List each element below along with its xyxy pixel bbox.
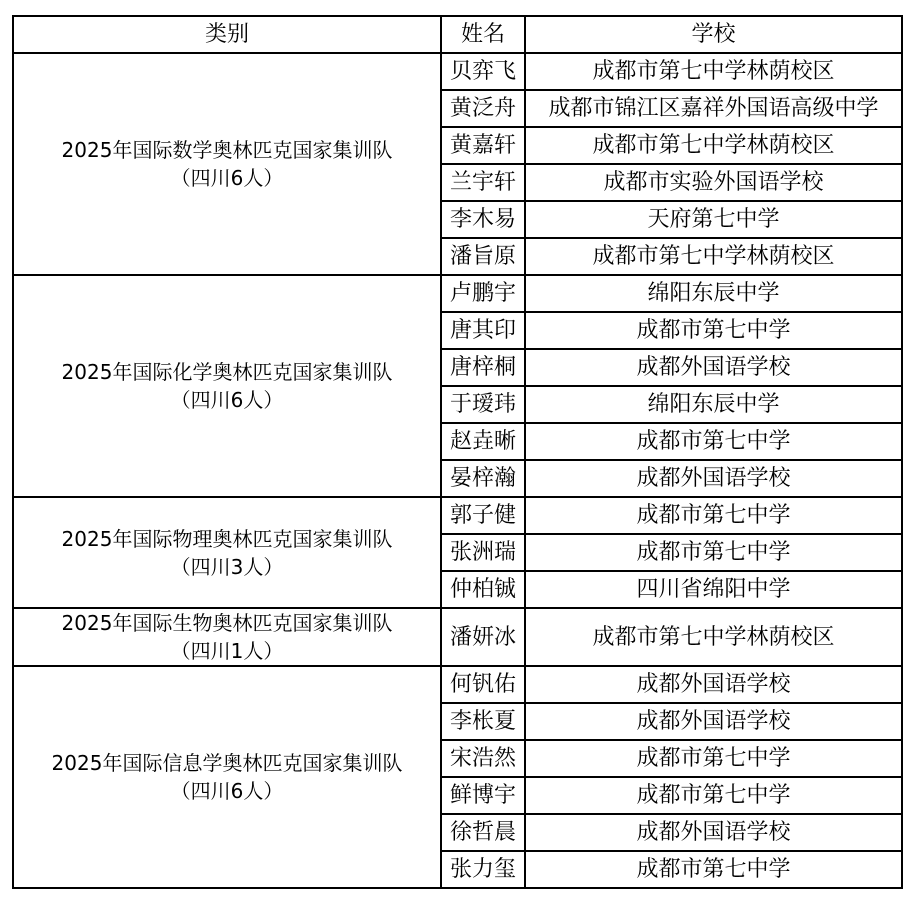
school-cell: 成都外国语学校 bbox=[525, 349, 902, 386]
school-cell: 成都外国语学校 bbox=[525, 703, 902, 740]
name-cell: 晏梓瀚 bbox=[441, 460, 525, 497]
school-cell: 成都外国语学校 bbox=[525, 460, 902, 497]
name-cell: 何钒佑 bbox=[441, 666, 525, 703]
category-title: 2025年国际物理奥林匹克国家集训队 bbox=[61, 526, 393, 551]
table-row bbox=[13, 666, 902, 703]
name-cell: 仲柏铖 bbox=[441, 571, 525, 608]
roster-table bbox=[12, 15, 903, 889]
school-cell: 成都市锦江区嘉祥外国语高级中学 bbox=[525, 90, 902, 127]
category-cell bbox=[13, 608, 441, 666]
name-cell: 卢鹏宇 bbox=[441, 275, 525, 312]
name-cell: 宋浩然 bbox=[441, 740, 525, 777]
header-name: 姓名 bbox=[441, 16, 525, 53]
school-cell: 绵阳东辰中学 bbox=[525, 386, 902, 423]
category-title: 2025年国际化学奥林匹克国家集训队 bbox=[61, 360, 393, 384]
name-cell: 黄嘉轩 bbox=[441, 127, 525, 164]
school-cell: 成都市第七中学 bbox=[525, 851, 902, 888]
header-category: 类别 bbox=[13, 16, 441, 53]
name-cell: 于瑷玮 bbox=[441, 386, 525, 423]
table-row bbox=[13, 275, 902, 312]
name-cell: 唐梓桐 bbox=[441, 349, 525, 386]
name-cell: 李木易 bbox=[441, 201, 525, 238]
table-row bbox=[13, 608, 902, 666]
category-title: 2025年国际信息学奥林匹克国家集训队 bbox=[51, 751, 403, 775]
school-cell: 成都市第七中学 bbox=[525, 740, 902, 777]
name-cell: 李枨夏 bbox=[441, 703, 525, 740]
school-cell: 成都市第七中学 bbox=[525, 497, 902, 534]
category-subtitle: （四川6人） bbox=[170, 166, 284, 190]
school-cell: 成都外国语学校 bbox=[525, 814, 902, 851]
name-cell: 唐其印 bbox=[441, 312, 525, 349]
school-cell: 绵阳东辰中学 bbox=[525, 275, 902, 312]
school-cell: 成都市第七中学林荫校区 bbox=[525, 608, 902, 666]
table-row bbox=[13, 53, 902, 90]
name-cell: 潘旨原 bbox=[441, 238, 525, 275]
category-cell bbox=[13, 275, 441, 497]
school-cell: 成都市第七中学 bbox=[525, 423, 902, 460]
category-cell bbox=[13, 53, 441, 275]
name-cell: 鲜博宇 bbox=[441, 777, 525, 814]
name-cell: 贝弈飞 bbox=[441, 53, 525, 90]
school-cell: 成都市第七中学 bbox=[525, 534, 902, 571]
name-cell: 潘妍冰 bbox=[441, 608, 525, 666]
roster-body bbox=[13, 53, 902, 888]
category-title: 2025年国际生物奥林匹克国家集训队 bbox=[61, 611, 393, 635]
name-cell: 赵垚晰 bbox=[441, 423, 525, 460]
school-cell: 成都市第七中学林荫校区 bbox=[525, 53, 902, 90]
header-school: 学校 bbox=[525, 16, 902, 53]
school-cell: 成都市第七中学林荫校区 bbox=[525, 238, 902, 275]
category-cell bbox=[13, 497, 441, 608]
category-subtitle: （四川1人） bbox=[170, 639, 284, 663]
school-cell: 成都市实验外国语学校 bbox=[525, 164, 902, 201]
name-cell: 兰宇轩 bbox=[441, 164, 525, 201]
school-cell: 成都市第七中学 bbox=[525, 777, 902, 814]
name-cell: 郭子健 bbox=[441, 497, 525, 534]
name-cell: 张洲瑞 bbox=[441, 534, 525, 571]
table-row bbox=[13, 497, 902, 534]
header-row bbox=[13, 16, 902, 53]
school-cell: 四川省绵阳中学 bbox=[525, 571, 902, 608]
category-subtitle: （四川6人） bbox=[170, 388, 284, 412]
school-cell: 成都外国语学校 bbox=[525, 666, 902, 703]
name-cell: 黄泛舟 bbox=[441, 90, 525, 127]
category-cell bbox=[13, 666, 441, 888]
category-title: 2025年国际数学奥林匹克国家集训队 bbox=[61, 138, 393, 162]
name-cell: 徐哲晨 bbox=[441, 814, 525, 851]
category-subtitle: （四川6人） bbox=[170, 779, 284, 803]
school-cell: 成都市第七中学 bbox=[525, 312, 902, 349]
school-cell: 天府第七中学 bbox=[525, 201, 902, 238]
category-subtitle: （四川3人） bbox=[170, 554, 284, 579]
name-cell: 张力玺 bbox=[441, 851, 525, 888]
school-cell: 成都市第七中学林荫校区 bbox=[525, 127, 902, 164]
